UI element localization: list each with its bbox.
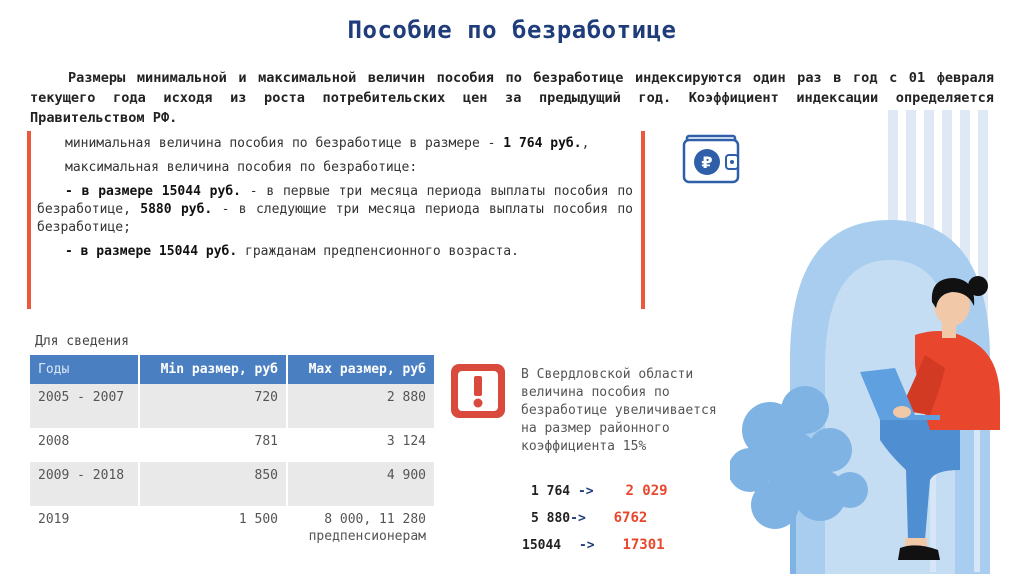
cell-years: 2019 — [30, 506, 139, 550]
right-accent-bar — [641, 131, 645, 309]
max-benefit-terms: - в размере 15044 руб. - в первые три месяца периода выплаты пособия по безработице, 5880 руб. - в следующие три месяца периода выплаты пособия по безработице; — [37, 184, 633, 235]
calc-arrow: -> — [570, 511, 586, 526]
cell-years: 2005 - 2007 — [30, 384, 139, 428]
cell-years: 2009 - 2018 — [30, 462, 139, 506]
header-min: Min размер, руб — [139, 355, 287, 384]
table-row — [30, 462, 434, 506]
header-years: Годы — [30, 355, 139, 384]
cell-min: 850 — [139, 462, 287, 506]
calc-result: 2 029 — [625, 483, 668, 499]
calc-result: 17301 — [622, 537, 665, 553]
calc-row-1 — [531, 483, 668, 499]
regional-coefficient-note: В Свердловской области величина пособия по безработице увеличивается на размер районного коэффициента 15% — [521, 367, 717, 454]
benefit-history-table — [30, 355, 434, 550]
calc-result: 6762 — [613, 510, 648, 526]
calc-row-2 — [531, 510, 647, 526]
table-row — [30, 384, 434, 428]
cell-max: 4 900 — [287, 462, 434, 506]
left-accent-bar — [27, 131, 31, 309]
benefit-info-box — [27, 131, 645, 309]
cell-max: 2 880 — [287, 384, 434, 428]
page-title: Пособие по безработице — [347, 16, 677, 44]
cell-max: 8 000, 11 280 предпенсионерам — [287, 506, 434, 550]
cell-max: 3 124 — [287, 428, 434, 462]
cell-years: 2008 — [30, 428, 139, 462]
table-row — [30, 428, 434, 462]
table-row — [30, 506, 434, 550]
cell-min: 781 — [139, 428, 287, 462]
person-with-laptop-illustration — [730, 110, 1024, 574]
warning-icon — [450, 363, 506, 419]
svg-text:₽: ₽ — [701, 153, 713, 172]
pre-retirement-benefit: - в размере 15044 руб. гражданам предпенсионного возраста. — [65, 244, 519, 259]
calc-from: 5 880 — [531, 511, 571, 526]
cell-min: 720 — [139, 384, 287, 428]
table-caption: Для сведения — [35, 334, 129, 349]
intro-paragraph: Размеры минимальной и максимальной величин пособия по безработице индексируются один раз в год с 01 февраля текущего года исходя из роста потребительских цен за предыдущий год. Коэффициент индексации определяется Правительством РФ. — [30, 70, 994, 126]
calc-from: 1 764 — [531, 484, 571, 499]
calc-arrow: -> — [577, 484, 594, 499]
min-benefit-text: минимальная величина пособия по безработице в размере - 1 764 руб., — [65, 136, 590, 151]
max-benefit-title: максимальная величина пособия по безработице: — [65, 160, 418, 175]
cell-min: 1 500 — [139, 506, 287, 550]
table-header-row — [30, 355, 434, 384]
calc-arrow: -> — [578, 538, 595, 553]
header-max: Max размер, руб — [287, 355, 434, 384]
calc-from: 15044 — [522, 538, 562, 553]
calc-row-3 — [522, 537, 665, 553]
